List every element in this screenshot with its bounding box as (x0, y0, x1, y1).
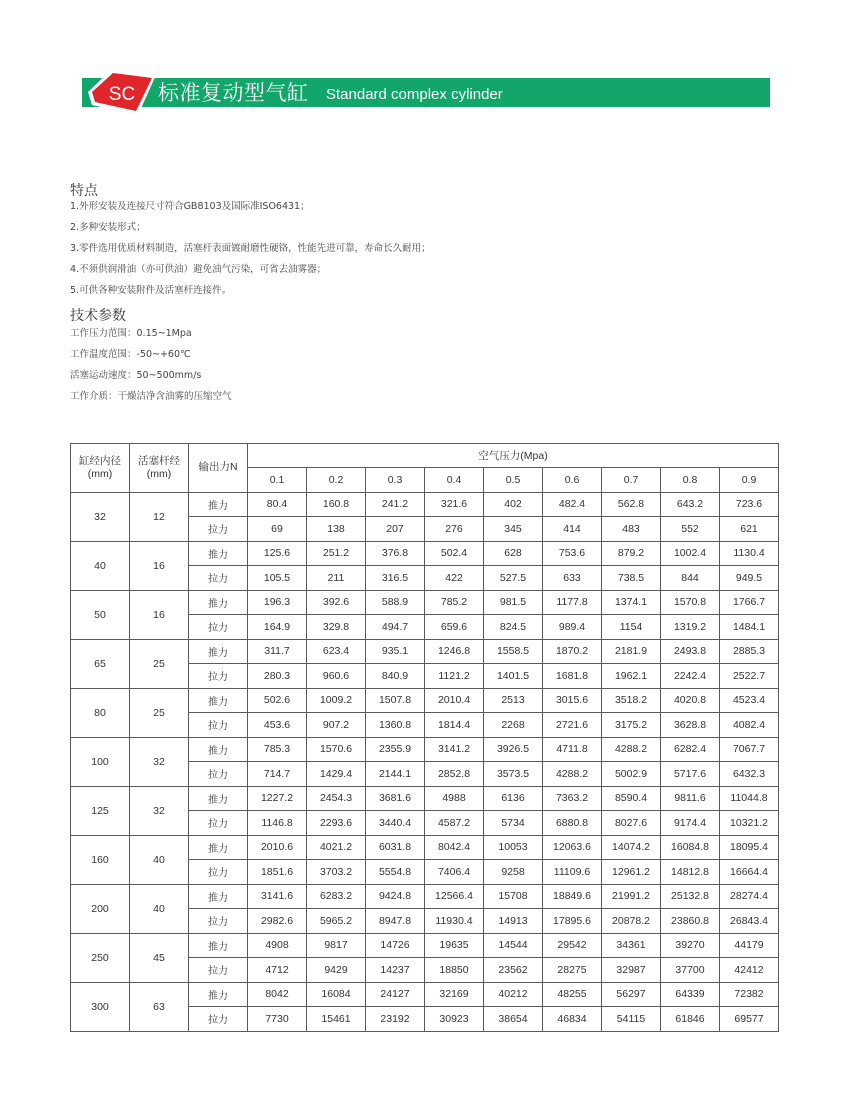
push-value: 4711.8 (543, 737, 602, 762)
push-value: 2885.3 (720, 639, 779, 664)
pull-value: 8947.8 (366, 909, 425, 934)
pull-value: 552 (661, 517, 720, 542)
pull-value: 2982.6 (248, 909, 307, 934)
push-value: 981.5 (484, 590, 543, 615)
push-value: 1870.2 (543, 639, 602, 664)
push-value: 7067.7 (720, 737, 779, 762)
push-value: 64339 (661, 982, 720, 1007)
pull-value: 18850 (425, 958, 484, 983)
push-value: 11044.8 (720, 786, 779, 811)
pull-value: 2144.1 (366, 762, 425, 787)
push-value: 160.8 (307, 492, 366, 517)
feature-item: 1.外形安装及连接尺寸符合GB8103及国际准ISO6431； (70, 201, 310, 212)
bore-cell: 100 (71, 737, 130, 786)
pull-value: 960.6 (307, 664, 366, 689)
pull-label: 拉力 (189, 909, 248, 934)
push-value: 2010.6 (248, 835, 307, 860)
push-label: 推力 (189, 688, 248, 713)
pull-value: 211 (307, 566, 366, 591)
push-value: 16084.8 (661, 835, 720, 860)
push-value: 3681.6 (366, 786, 425, 811)
push-value: 125.6 (248, 541, 307, 566)
pull-value: 38654 (484, 1007, 543, 1032)
pull-value: 1146.8 (248, 811, 307, 836)
table-row (71, 786, 779, 811)
push-value: 8042 (248, 982, 307, 1007)
push-value: 12566.4 (425, 884, 484, 909)
pull-value: 527.5 (484, 566, 543, 591)
push-value: 753.6 (543, 541, 602, 566)
push-value: 2493.8 (661, 639, 720, 664)
logo-text: SC (108, 84, 136, 105)
pull-value: 1851.6 (248, 860, 307, 885)
push-value: 1570.8 (661, 590, 720, 615)
rod-cell: 16 (130, 541, 189, 590)
pull-value: 3175.2 (602, 713, 661, 738)
pull-value: 329.8 (307, 615, 366, 640)
pull-value: 1681.8 (543, 664, 602, 689)
push-value: 1130.4 (720, 541, 779, 566)
push-value: 2010.4 (425, 688, 484, 713)
pull-value: 8027.6 (602, 811, 661, 836)
table-row (71, 541, 779, 566)
rod-cell: 32 (130, 737, 189, 786)
feature-item: 4.不须供润滑油（亦可供油）避免油气污染，可省去油雾器； (70, 264, 327, 275)
pull-value: 633 (543, 566, 602, 591)
pull-value: 422 (425, 566, 484, 591)
push-label: 推力 (189, 590, 248, 615)
pull-value: 714.7 (248, 762, 307, 787)
header-pressure-value: 0.4 (425, 468, 484, 493)
pull-label: 拉力 (189, 517, 248, 542)
pull-value: 26843.4 (720, 909, 779, 934)
push-value: 9424.8 (366, 884, 425, 909)
push-value: 392.6 (307, 590, 366, 615)
push-value: 8042.4 (425, 835, 484, 860)
push-value: 3015.6 (543, 688, 602, 713)
pull-label: 拉力 (189, 664, 248, 689)
pull-value: 14812.8 (661, 860, 720, 885)
push-value: 6031.8 (366, 835, 425, 860)
push-value: 482.4 (543, 492, 602, 517)
pull-value: 7406.4 (425, 860, 484, 885)
pull-value: 14237 (366, 958, 425, 983)
pull-value: 989.4 (543, 615, 602, 640)
rod-cell: 40 (130, 835, 189, 884)
pull-value: 840.9 (366, 664, 425, 689)
tech-param-item: 工作压力范围：0.15~1Mpa (70, 328, 192, 339)
header-pressure-value: 0.2 (307, 468, 366, 493)
header-pressure-value: 0.1 (248, 468, 307, 493)
header-pressure-value: 0.9 (720, 468, 779, 493)
header-pressure: 空气压力(Mpa) (248, 444, 779, 468)
bore-cell: 125 (71, 786, 130, 835)
push-value: 44179 (720, 933, 779, 958)
header-bore: 缸经内径 (mm) (71, 444, 130, 493)
push-value: 9811.6 (661, 786, 720, 811)
pull-value: 46834 (543, 1007, 602, 1032)
table-row (71, 590, 779, 615)
push-value: 4523.4 (720, 688, 779, 713)
push-value: 25132.8 (661, 884, 720, 909)
pull-value: 2721.6 (543, 713, 602, 738)
pull-value: 949.5 (720, 566, 779, 591)
push-value: 14544 (484, 933, 543, 958)
pull-value: 824.5 (484, 615, 543, 640)
rod-cell: 40 (130, 884, 189, 933)
push-value: 623.4 (307, 639, 366, 664)
pull-value: 4082.4 (720, 713, 779, 738)
push-value: 4021.2 (307, 835, 366, 860)
push-value: 12063.6 (543, 835, 602, 860)
pull-value: 3628.8 (661, 713, 720, 738)
rod-cell: 25 (130, 639, 189, 688)
pull-value: 738.5 (602, 566, 661, 591)
pull-value: 2852.8 (425, 762, 484, 787)
bore-cell: 50 (71, 590, 130, 639)
features-title: 特点 (70, 183, 98, 199)
push-value: 1374.1 (602, 590, 661, 615)
header-pressure-value: 0.3 (366, 468, 425, 493)
page-title: 标准复动型气缸 (158, 81, 309, 105)
feature-item: 5.可供各种安装附件及活塞杆连接件。 (70, 285, 232, 296)
pull-value: 105.5 (248, 566, 307, 591)
pull-label: 拉力 (189, 566, 248, 591)
push-value: 10053 (484, 835, 543, 860)
pull-value: 483 (602, 517, 661, 542)
pull-value: 1484.1 (720, 615, 779, 640)
rod-cell: 63 (130, 982, 189, 1031)
table-row (71, 933, 779, 958)
push-label: 推力 (189, 786, 248, 811)
pull-value: 2268 (484, 713, 543, 738)
push-value: 2181.9 (602, 639, 661, 664)
pull-value: 138 (307, 517, 366, 542)
push-value: 28274.4 (720, 884, 779, 909)
push-label: 推力 (189, 492, 248, 517)
table-row (71, 835, 779, 860)
pull-value: 23192 (366, 1007, 425, 1032)
pull-label: 拉力 (189, 811, 248, 836)
force-table (70, 443, 779, 1032)
push-value: 9817 (307, 933, 366, 958)
push-value: 723.6 (720, 492, 779, 517)
pull-value: 1319.2 (661, 615, 720, 640)
pull-value: 3440.4 (366, 811, 425, 836)
pull-value: 659.6 (425, 615, 484, 640)
pull-value: 9429 (307, 958, 366, 983)
pull-value: 316.5 (366, 566, 425, 591)
push-value: 588.9 (366, 590, 425, 615)
pull-label: 拉力 (189, 1007, 248, 1032)
push-value: 1009.2 (307, 688, 366, 713)
push-value: 1570.6 (307, 737, 366, 762)
pull-label: 拉力 (189, 860, 248, 885)
push-value: 502.6 (248, 688, 307, 713)
pull-value: 6432.3 (720, 762, 779, 787)
pull-value: 4587.2 (425, 811, 484, 836)
push-value: 14074.2 (602, 835, 661, 860)
pull-value: 61846 (661, 1007, 720, 1032)
push-value: 3518.2 (602, 688, 661, 713)
push-value: 628 (484, 541, 543, 566)
tech-param-item: 工作温度范围：-50~+60℃ (70, 349, 191, 360)
push-value: 1766.7 (720, 590, 779, 615)
pull-value: 907.2 (307, 713, 366, 738)
pull-value: 11109.6 (543, 860, 602, 885)
rod-cell: 16 (130, 590, 189, 639)
tech-params-list (70, 323, 232, 407)
push-value: 251.2 (307, 541, 366, 566)
pull-value: 2522.7 (720, 664, 779, 689)
push-value: 643.2 (661, 492, 720, 517)
pull-value: 5965.2 (307, 909, 366, 934)
push-value: 72382 (720, 982, 779, 1007)
header-rod: 活塞杆经 (mm) (130, 444, 189, 493)
push-label: 推力 (189, 639, 248, 664)
header-pressure-value: 0.8 (661, 468, 720, 493)
rod-cell: 32 (130, 786, 189, 835)
push-value: 1246.8 (425, 639, 484, 664)
features-list (70, 196, 431, 301)
pull-value: 280.3 (248, 664, 307, 689)
bore-cell: 200 (71, 884, 130, 933)
push-value: 196.3 (248, 590, 307, 615)
pull-label: 拉力 (189, 713, 248, 738)
rod-cell: 12 (130, 492, 189, 541)
pull-value: 23860.8 (661, 909, 720, 934)
header-pressure-value: 0.7 (602, 468, 661, 493)
pull-value: 345 (484, 517, 543, 542)
push-label: 推力 (189, 884, 248, 909)
pull-value: 5734 (484, 811, 543, 836)
push-value: 16084 (307, 982, 366, 1007)
push-value: 2513 (484, 688, 543, 713)
push-value: 2454.3 (307, 786, 366, 811)
push-value: 321.6 (425, 492, 484, 517)
push-value: 1227.2 (248, 786, 307, 811)
push-value: 19635 (425, 933, 484, 958)
push-value: 562.8 (602, 492, 661, 517)
pull-value: 30923 (425, 1007, 484, 1032)
push-value: 785.3 (248, 737, 307, 762)
push-value: 7363.2 (543, 786, 602, 811)
pull-value: 5554.8 (366, 860, 425, 885)
pull-value: 12961.2 (602, 860, 661, 885)
bore-cell: 160 (71, 835, 130, 884)
push-value: 48255 (543, 982, 602, 1007)
tech-title: 技术参数 (70, 308, 126, 324)
bore-cell: 40 (71, 541, 130, 590)
push-value: 21991.2 (602, 884, 661, 909)
pull-value: 621 (720, 517, 779, 542)
push-value: 29542 (543, 933, 602, 958)
push-value: 4288.2 (602, 737, 661, 762)
pull-label: 拉力 (189, 958, 248, 983)
pull-value: 9258 (484, 860, 543, 885)
push-value: 34361 (602, 933, 661, 958)
push-value: 24127 (366, 982, 425, 1007)
header-force: 输出力N (189, 444, 248, 493)
pull-value: 7730 (248, 1007, 307, 1032)
pull-value: 69 (248, 517, 307, 542)
push-value: 8590.4 (602, 786, 661, 811)
push-label: 推力 (189, 541, 248, 566)
push-value: 3141.2 (425, 737, 484, 762)
pull-value: 16664.4 (720, 860, 779, 885)
push-label: 推力 (189, 835, 248, 860)
push-value: 3926.5 (484, 737, 543, 762)
push-label: 推力 (189, 737, 248, 762)
push-label: 推力 (189, 933, 248, 958)
push-value: 18849.6 (543, 884, 602, 909)
table-row (71, 688, 779, 713)
push-value: 4908 (248, 933, 307, 958)
push-value: 879.2 (602, 541, 661, 566)
pull-value: 1121.2 (425, 664, 484, 689)
table-row (71, 639, 779, 664)
push-value: 1507.8 (366, 688, 425, 713)
tech-param-item: 工作介质：干燥洁净含油雾的压缩空气 (70, 391, 232, 402)
push-value: 6283.2 (307, 884, 366, 909)
push-value: 935.1 (366, 639, 425, 664)
pull-value: 207 (366, 517, 425, 542)
pull-value: 414 (543, 517, 602, 542)
pull-value: 1429.4 (307, 762, 366, 787)
push-value: 376.8 (366, 541, 425, 566)
pull-value: 453.6 (248, 713, 307, 738)
pull-value: 28275 (543, 958, 602, 983)
feature-item: 3.零件选用优质材料制造，活塞杆表面镀耐磨性硬铬，性能先进可靠，寿命长久耐用； (70, 243, 431, 254)
page-title-english: Standard complex cylinder (326, 86, 503, 103)
pull-value: 20878.2 (602, 909, 661, 934)
push-value: 80.4 (248, 492, 307, 517)
pull-value: 1962.1 (602, 664, 661, 689)
push-value: 2355.9 (366, 737, 425, 762)
pull-value: 42412 (720, 958, 779, 983)
bore-cell: 80 (71, 688, 130, 737)
pull-value: 2242.4 (661, 664, 720, 689)
pull-value: 23562 (484, 958, 543, 983)
bore-cell: 250 (71, 933, 130, 982)
push-value: 56297 (602, 982, 661, 1007)
push-value: 14726 (366, 933, 425, 958)
bore-cell: 32 (71, 492, 130, 541)
pull-value: 2293.6 (307, 811, 366, 836)
table-row (71, 737, 779, 762)
pull-value: 1154 (602, 615, 661, 640)
pull-label: 拉力 (189, 762, 248, 787)
pull-value: 32987 (602, 958, 661, 983)
push-value: 785.2 (425, 590, 484, 615)
push-value: 39270 (661, 933, 720, 958)
push-value: 18095.4 (720, 835, 779, 860)
header-pressure-value: 0.6 (543, 468, 602, 493)
pull-value: 164.9 (248, 615, 307, 640)
push-value: 311.7 (248, 639, 307, 664)
pull-value: 844 (661, 566, 720, 591)
pull-value: 1814.4 (425, 713, 484, 738)
pull-value: 9174.4 (661, 811, 720, 836)
pull-value: 4288.2 (543, 762, 602, 787)
pull-value: 10321.2 (720, 811, 779, 836)
pull-value: 37700 (661, 958, 720, 983)
table-row (71, 982, 779, 1007)
pull-value: 494.7 (366, 615, 425, 640)
push-value: 6282.4 (661, 737, 720, 762)
push-value: 32169 (425, 982, 484, 1007)
bore-cell: 300 (71, 982, 130, 1031)
pull-value: 5717.6 (661, 762, 720, 787)
pull-value: 6880.8 (543, 811, 602, 836)
pull-value: 1360.8 (366, 713, 425, 738)
push-value: 402 (484, 492, 543, 517)
push-label: 推力 (189, 982, 248, 1007)
pull-value: 5002.9 (602, 762, 661, 787)
push-value: 6136 (484, 786, 543, 811)
pull-value: 69577 (720, 1007, 779, 1032)
pull-value: 11930.4 (425, 909, 484, 934)
bore-cell: 65 (71, 639, 130, 688)
push-value: 4988 (425, 786, 484, 811)
push-value: 1002.4 (661, 541, 720, 566)
table-row (71, 492, 779, 517)
push-value: 1177.8 (543, 590, 602, 615)
header-pressure-value: 0.5 (484, 468, 543, 493)
push-value: 502.4 (425, 541, 484, 566)
feature-item: 2.多种安装形式； (70, 222, 146, 233)
pull-value: 276 (425, 517, 484, 542)
pull-value: 3573.5 (484, 762, 543, 787)
push-value: 40212 (484, 982, 543, 1007)
pull-value: 15461 (307, 1007, 366, 1032)
push-value: 1558.5 (484, 639, 543, 664)
sc-logo (86, 69, 156, 115)
pull-value: 54115 (602, 1007, 661, 1032)
pull-value: 4712 (248, 958, 307, 983)
push-value: 4020.8 (661, 688, 720, 713)
rod-cell: 45 (130, 933, 189, 982)
push-value: 3141.6 (248, 884, 307, 909)
pull-value: 3703.2 (307, 860, 366, 885)
table-row (71, 884, 779, 909)
pull-value: 1401.5 (484, 664, 543, 689)
push-value: 241.2 (366, 492, 425, 517)
pull-label: 拉力 (189, 615, 248, 640)
push-value: 15708 (484, 884, 543, 909)
rod-cell: 25 (130, 688, 189, 737)
tech-param-item: 活塞运动速度：50~500mm/s (70, 370, 202, 381)
pull-value: 14913 (484, 909, 543, 934)
pull-value: 17895.6 (543, 909, 602, 934)
